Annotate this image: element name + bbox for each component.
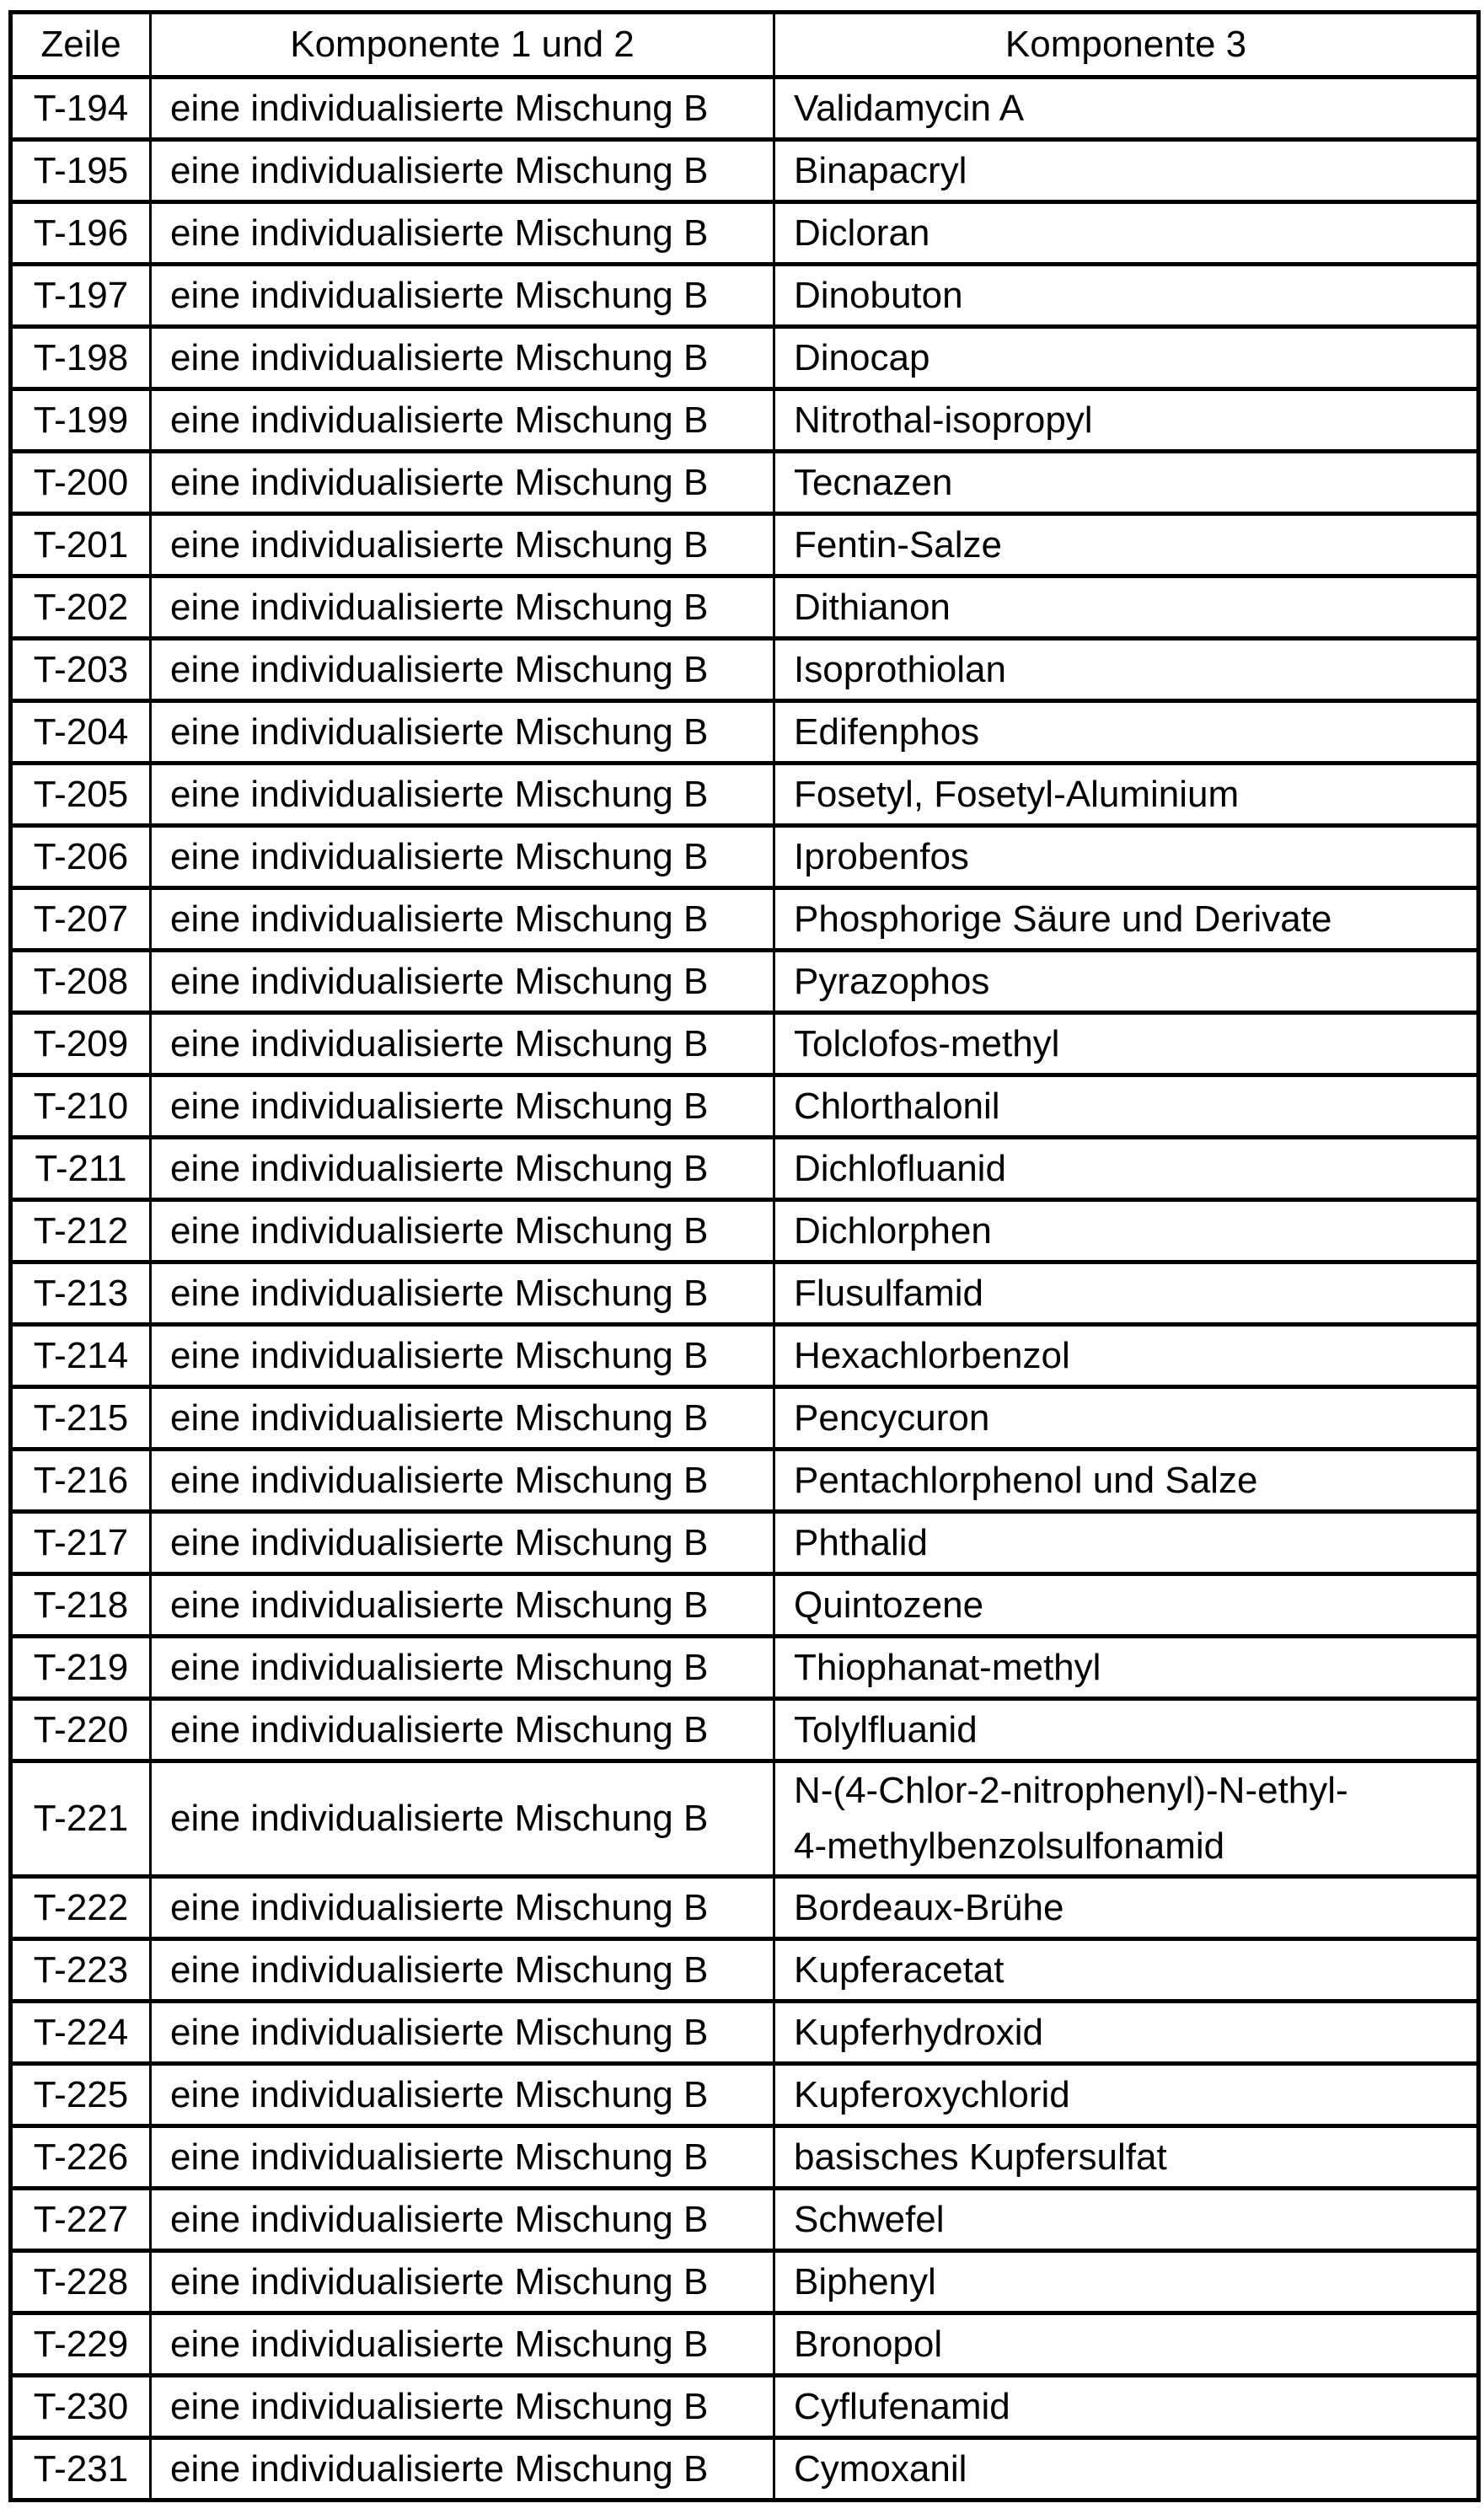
cell-zeile: T-230 <box>11 2376 151 2438</box>
cell-komponente-1-und-2: eine individualisierte Mischung B <box>151 389 774 452</box>
table-row <box>11 2376 1479 2438</box>
table-row <box>11 639 1479 701</box>
table-row <box>11 1075 1479 1138</box>
table-row <box>11 1262 1479 1325</box>
table-row <box>11 1761 1479 1877</box>
cell-komponente-3: Tecnazen <box>774 452 1479 514</box>
cell-zeile: T-211 <box>11 1138 151 1200</box>
cell-zeile: T-222 <box>11 1877 151 1939</box>
cell-zeile: T-202 <box>11 576 151 639</box>
cell-zeile: T-207 <box>11 888 151 951</box>
table-row <box>11 514 1479 576</box>
cell-komponente-1-und-2: eine individualisierte Mischung B <box>151 452 774 514</box>
cell-komponente-3: Fosetyl, Fosetyl-Aluminium <box>774 764 1479 826</box>
komponenten-table <box>8 10 1481 2502</box>
cell-komponente-1-und-2: eine individualisierte Mischung B <box>151 2126 774 2189</box>
table-header <box>11 13 1479 78</box>
cell-komponente-3: Edifenphos <box>774 701 1479 764</box>
cell-komponente-1-und-2: eine individualisierte Mischung B <box>151 1075 774 1138</box>
cell-komponente-3: Chlorthalonil <box>774 1075 1479 1138</box>
cell-komponente-1-und-2: eine individualisierte Mischung B <box>151 701 774 764</box>
cell-zeile: T-221 <box>11 1761 151 1877</box>
table-row <box>11 202 1479 265</box>
cell-zeile: T-220 <box>11 1699 151 1761</box>
cell-komponente-1-und-2: eine individualisierte Mischung B <box>151 1512 774 1574</box>
table-row <box>11 1387 1479 1450</box>
cell-komponente-1-und-2: eine individualisierte Mischung B <box>151 2064 774 2126</box>
col-header-zeile: Zeile <box>11 13 151 78</box>
table-row <box>11 1637 1479 1699</box>
cell-komponente-1-und-2: eine individualisierte Mischung B <box>151 2438 774 2501</box>
table-row <box>11 2313 1479 2376</box>
cell-komponente-1-und-2: eine individualisierte Mischung B <box>151 1262 774 1325</box>
table-row <box>11 576 1479 639</box>
cell-komponente-3: Biphenyl <box>774 2251 1479 2313</box>
cell-komponente-3: Bronopol <box>774 2313 1479 2376</box>
cell-komponente-3: Schwefel <box>774 2189 1479 2251</box>
cell-komponente-3: Validamycin A <box>774 78 1479 140</box>
cell-zeile: T-231 <box>11 2438 151 2501</box>
table-row <box>11 2126 1479 2189</box>
cell-zeile: T-209 <box>11 1013 151 1075</box>
cell-zeile: T-214 <box>11 1325 151 1387</box>
cell-komponente-1-und-2: eine individualisierte Mischung B <box>151 1387 774 1450</box>
cell-zeile: T-210 <box>11 1075 151 1138</box>
cell-komponente-3: Kupferacetat <box>774 1939 1479 2002</box>
col-header-komponente-3: Komponente 3 <box>774 13 1479 78</box>
cell-komponente-1-und-2: eine individualisierte Mischung B <box>151 1939 774 2002</box>
cell-komponente-1-und-2: eine individualisierte Mischung B <box>151 202 774 265</box>
cell-komponente-3: Phthalid <box>774 1512 1479 1574</box>
cell-zeile: T-218 <box>11 1574 151 1637</box>
cell-komponente-1-und-2: eine individualisierte Mischung B <box>151 140 774 202</box>
cell-komponente-3: Dinobuton <box>774 265 1479 327</box>
table-row <box>11 1325 1479 1387</box>
cell-zeile: T-197 <box>11 265 151 327</box>
cell-komponente-1-und-2: eine individualisierte Mischung B <box>151 764 774 826</box>
cell-zeile: T-219 <box>11 1637 151 1699</box>
cell-zeile: T-195 <box>11 140 151 202</box>
cell-zeile: T-200 <box>11 452 151 514</box>
cell-zeile: T-194 <box>11 78 151 140</box>
cell-komponente-3: Iprobenfos <box>774 826 1479 888</box>
table-row <box>11 701 1479 764</box>
cell-komponente-1-und-2: eine individualisierte Mischung B <box>151 1574 774 1637</box>
table-row <box>11 1450 1479 1512</box>
cell-komponente-1-und-2: eine individualisierte Mischung B <box>151 2313 774 2376</box>
cell-komponente-3: Dichlofluanid <box>774 1138 1479 1200</box>
cell-komponente-3: Dithianon <box>774 576 1479 639</box>
table-row <box>11 951 1479 1013</box>
cell-komponente-1-und-2: eine individualisierte Mischung B <box>151 2002 774 2064</box>
cell-komponente-1-und-2: eine individualisierte Mischung B <box>151 2376 774 2438</box>
cell-zeile: T-203 <box>11 639 151 701</box>
col-header-komponente-1-und-2: Komponente 1 und 2 <box>151 13 774 78</box>
cell-komponente-3: Kupferoxychlorid <box>774 2064 1479 2126</box>
cell-zeile: T-201 <box>11 514 151 576</box>
cell-zeile: T-227 <box>11 2189 151 2251</box>
cell-zeile: T-204 <box>11 701 151 764</box>
table-row <box>11 389 1479 452</box>
cell-komponente-3: Isoprothiolan <box>774 639 1479 701</box>
cell-zeile: T-223 <box>11 1939 151 2002</box>
table-row <box>11 2251 1479 2313</box>
cell-komponente-3: Pentachlorphenol und Salze <box>774 1450 1479 1512</box>
table-row <box>11 1138 1479 1200</box>
cell-komponente-1-und-2: eine individualisierte Mischung B <box>151 1877 774 1939</box>
cell-zeile: T-199 <box>11 389 151 452</box>
cell-zeile: T-215 <box>11 1387 151 1450</box>
cell-zeile: T-213 <box>11 1262 151 1325</box>
cell-komponente-1-und-2: eine individualisierte Mischung B <box>151 1013 774 1075</box>
cell-komponente-3: Dichlorphen <box>774 1200 1479 1262</box>
cell-komponente-3: Cymoxanil <box>774 2438 1479 2501</box>
cell-komponente-3: Binapacryl <box>774 140 1479 202</box>
table-row <box>11 140 1479 202</box>
cell-komponente-1-und-2: eine individualisierte Mischung B <box>151 576 774 639</box>
cell-zeile: T-212 <box>11 1200 151 1262</box>
cell-komponente-1-und-2: eine individualisierte Mischung B <box>151 514 774 576</box>
table-row <box>11 2189 1479 2251</box>
cell-komponente-3: Nitrothal-isopropyl <box>774 389 1479 452</box>
cell-komponente-1-und-2: eine individualisierte Mischung B <box>151 78 774 140</box>
cell-zeile: T-196 <box>11 202 151 265</box>
cell-komponente-1-und-2: eine individualisierte Mischung B <box>151 1200 774 1262</box>
table-row <box>11 826 1479 888</box>
cell-komponente-1-und-2: eine individualisierte Mischung B <box>151 951 774 1013</box>
table-row <box>11 2438 1479 2501</box>
cell-zeile: T-206 <box>11 826 151 888</box>
table-row <box>11 764 1479 826</box>
table-row <box>11 1939 1479 2002</box>
cell-komponente-3: Pyrazophos <box>774 951 1479 1013</box>
cell-zeile: T-224 <box>11 2002 151 2064</box>
cell-zeile: T-229 <box>11 2313 151 2376</box>
cell-komponente-3: Kupferhydroxid <box>774 2002 1479 2064</box>
cell-komponente-3: Tolylfluanid <box>774 1699 1479 1761</box>
table-row <box>11 1574 1479 1637</box>
cell-komponente-1-und-2: eine individualisierte Mischung B <box>151 1637 774 1699</box>
cell-komponente-1-und-2: eine individualisierte Mischung B <box>151 1138 774 1200</box>
cell-komponente-1-und-2: eine individualisierte Mischung B <box>151 1699 774 1761</box>
table-row <box>11 452 1479 514</box>
cell-komponente-1-und-2: eine individualisierte Mischung B <box>151 639 774 701</box>
cell-zeile: T-226 <box>11 2126 151 2189</box>
table-row <box>11 2064 1479 2126</box>
cell-zeile: T-217 <box>11 1512 151 1574</box>
cell-zeile: T-198 <box>11 327 151 389</box>
cell-komponente-1-und-2: eine individualisierte Mischung B <box>151 826 774 888</box>
cell-komponente-3: Quintozene <box>774 1574 1479 1637</box>
cell-zeile: T-208 <box>11 951 151 1013</box>
cell-komponente-3: Dicloran <box>774 202 1479 265</box>
cell-komponente-3: Dinocap <box>774 327 1479 389</box>
cell-komponente-3: Bordeaux-Brühe <box>774 1877 1479 1939</box>
table-row <box>11 1512 1479 1574</box>
cell-komponente-3: Cyflufenamid <box>774 2376 1479 2438</box>
table-row <box>11 1200 1479 1262</box>
table-row <box>11 888 1479 951</box>
cell-komponente-3: Flusulfamid <box>774 1262 1479 1325</box>
cell-komponente-1-und-2: eine individualisierte Mischung B <box>151 327 774 389</box>
cell-komponente-1-und-2: eine individualisierte Mischung B <box>151 265 774 327</box>
header-row <box>11 13 1479 78</box>
table-row <box>11 2002 1479 2064</box>
cell-komponente-1-und-2: eine individualisierte Mischung B <box>151 1450 774 1512</box>
cell-komponente-1-und-2: eine individualisierte Mischung B <box>151 2251 774 2313</box>
cell-komponente-3: basisches Kupfersulfat <box>774 2126 1479 2189</box>
cell-zeile: T-205 <box>11 764 151 826</box>
cell-zeile: T-228 <box>11 2251 151 2313</box>
table-row <box>11 327 1479 389</box>
table-row <box>11 265 1479 327</box>
cell-komponente-3: Fentin-Salze <box>774 514 1479 576</box>
cell-komponente-3: Tolclofos-methyl <box>774 1013 1479 1075</box>
cell-komponente-1-und-2: eine individualisierte Mischung B <box>151 1325 774 1387</box>
cell-komponente-3: Hexachlorbenzol <box>774 1325 1479 1387</box>
cell-komponente-3: Thiophanat-methyl <box>774 1637 1479 1699</box>
table-row <box>11 1013 1479 1075</box>
table-body <box>11 78 1479 2501</box>
cell-komponente-3: N-(4-Chlor-2-nitrophenyl)-N-ethyl- 4-methylbenzolsulfonamid <box>774 1761 1479 1877</box>
table-row <box>11 1877 1479 1939</box>
cell-komponente-1-und-2: eine individualisierte Mischung B <box>151 1761 774 1877</box>
cell-komponente-1-und-2: eine individualisierte Mischung B <box>151 888 774 951</box>
cell-zeile: T-216 <box>11 1450 151 1512</box>
cell-komponente-1-und-2: eine individualisierte Mischung B <box>151 2189 774 2251</box>
cell-komponente-3: Pencycuron <box>774 1387 1479 1450</box>
cell-komponente-3: Phosphorige Säure und Derivate <box>774 888 1479 951</box>
table-row <box>11 78 1479 140</box>
cell-zeile: T-225 <box>11 2064 151 2126</box>
table-row <box>11 1699 1479 1761</box>
